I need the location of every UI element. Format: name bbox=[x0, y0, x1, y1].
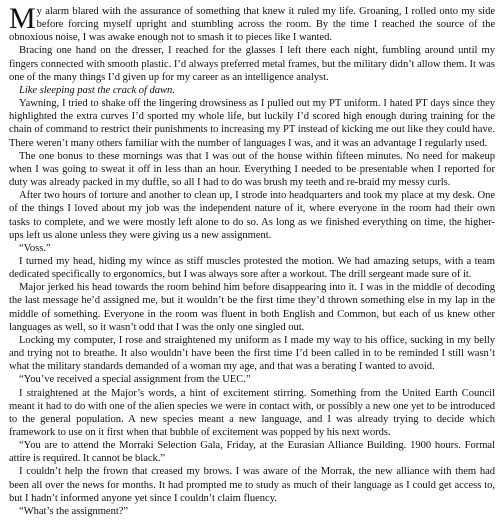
paragraph-13-dialogue: “You are to attend the Morraki Selection Gala, Friday, at the Eurasian Alliance Building. 1900 hours. Formal attire is required. It cannot be black.” bbox=[9, 440, 495, 465]
paragraph-1 bbox=[9, 2, 495, 44]
paragraph-5: The one bonus to these mornings was that I was out of the house within fifteen minutes. No need for makeup when I was going to sweat it off in less than an hour. Everything I needed to be presentable when I reported for duty was already packed in my duffle, so all I had to do was brush my teeth and re-braid my messy curls. bbox=[9, 150, 495, 189]
paragraph-8: I turned my head, hiding my wince as stiff muscles protested the motion. We had amazing setups, with a team dedicated specifically to ergonomics, but I was always sore after a workout. The drill sergeant made sure of it. bbox=[9, 255, 495, 281]
paragraph-4: Yawning, I tried to shake off the lingering drowsiness as I pulled out my PT uniform. I hated PT days since they highlighted the extra curves I’d sported my whole life, but luckily I’d scored high enough during training for the chain of command to restrict their punishments to increasing my PT instead of kicking me out like they could have. There weren’t many others familiar with the number of languages I was, and it was an advantage I regularly used. bbox=[9, 98, 495, 149]
paragraph-6: After two hours of torture and another to clean up, I strode into headquarters and took my place at my desk. One of the things I loved about my job was the independent nature of it, where everyone in the room had their own tasks to complete, and we were mostly left alone to do so. As long as we finished everything on time, the higher-ups left us alone unless they were giving us a new assignment. bbox=[9, 190, 495, 241]
paragraph-9: Major jerked his head towards the room behind him before disappearing into it. I was in the middle of decoding the last message he’d assigned me, but it wouldn’t be the first time they’d thrown something else in my lap in the middle of something. Everyone in the room was fluent in both English and Common, but each of us knew other languages as well, so it wasn’t odd that I was the only one singled out. bbox=[9, 282, 495, 333]
paragraph-7-dialogue: “Voss.” bbox=[19, 242, 51, 254]
paragraph-12: I straightened at the Major’s words, a hint of excitement stirring. Something from the United Earth Council meant it had to do with one of the alien species we were in contact with, or possibly a new one yet to be introduced to the general population. A new species meant a new language, and I was already trying to decide which framework to use on it first when that bubble of excitement was popped by his next words. bbox=[9, 387, 495, 438]
paragraph-3-italic: Like sleeping past the crack of dawn. bbox=[19, 84, 175, 96]
drop-cap-letter: M bbox=[9, 2, 36, 35]
paragraph-15-dialogue: “What’s the assignment?” bbox=[19, 505, 129, 517]
paragraph-11-dialogue: “You’ve received a special assignment from the UEC.” bbox=[19, 374, 251, 386]
paragraph-text: y alarm blared with the assurance of something that knew it ruled my life. Groaning, I rolled onto my side before forcing myself upright and stumbling across the room. By the time I reached the source of the obnoxious noise, I was awake enough not to smash it to pieces like I wanted. bbox=[9, 6, 495, 44]
paragraph-2: Bracing one hand on the dresser, I reached for the glasses I left there each night, fumbling around until my fingers connected with smooth plastic. I’d always preferred metal frames, but the military didn’t allow them. It was one of the many things I’d given up for my career as an intelligence analyst. bbox=[9, 45, 495, 83]
paragraph-14: I couldn’t help the frown that creased my brows. I was aware of the Morrak, the new alliance with them had been all over the news for months. It had prompted me to study as much of their language as I could get access to, but I hadn’t informed anyone yet since I couldn’t claim fluency. bbox=[9, 466, 495, 504]
paragraph-10: Locking my computer, I rose and straightened my uniform as I made my way to his office, sucking in my belly and trying not to breathe. It also wouldn’t have been the first time I’d been called in to be reminded I still wasn’t what the military standards demanded of a woman my age, and that was a berating I wanted to avoid. bbox=[9, 334, 495, 373]
